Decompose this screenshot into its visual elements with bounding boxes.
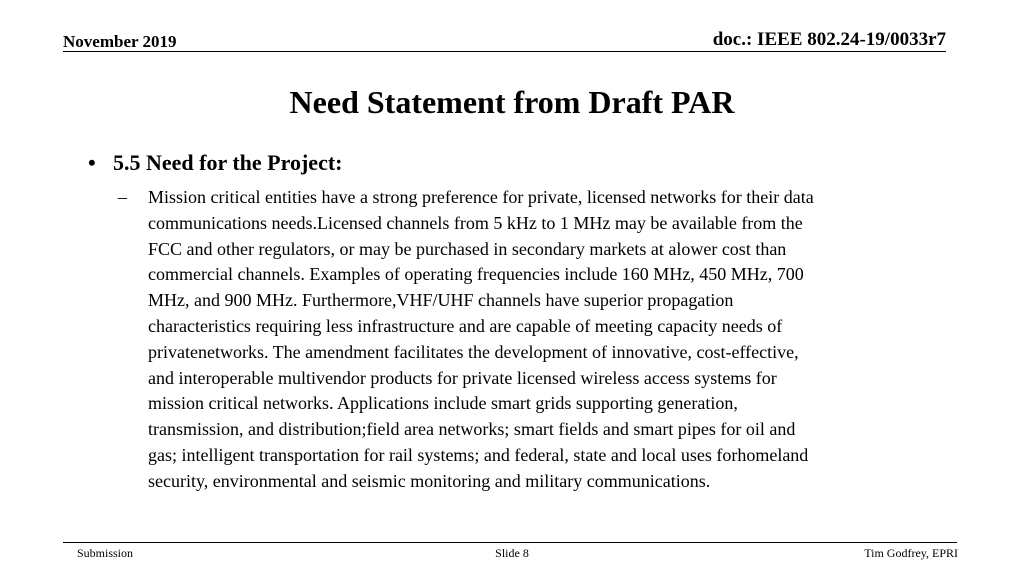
- paragraph-line: MHz, and 900 MHz. Furthermore,VHF/UHF channels have superior propagation: [148, 290, 734, 311]
- paragraph-line: FCC and other regulators, or may be purchased in secondary markets at alower cost than: [148, 238, 787, 259]
- header-date: November 2019: [63, 32, 177, 51]
- footer-rule: [63, 542, 957, 543]
- paragraph-line: security, environmental and seismic monitoring and military communications.: [148, 470, 711, 491]
- paragraph-line: transmission, and distribution;field area networks; smart fields and smart pipes for oil and: [148, 419, 796, 440]
- footer-author: Tim Godfrey, EPRI: [864, 546, 958, 560]
- paragraph-line: commercial channels. Examples of operating frequencies include 160 MHz, 450 MHz, 700: [148, 264, 804, 285]
- bullet-marker: •: [88, 150, 96, 175]
- paragraph-line: gas; intelligent transportation for rail systems; and federal, state and local uses forhomeland: [148, 444, 809, 465]
- paragraph-line: characteristics requiring less infrastructure and are capable of meeting capacity needs of: [148, 315, 783, 336]
- sub-bullet-paragraph: [148, 185, 948, 495]
- paragraph-line: Mission critical entities have a strong preference for private, licensed networks for their data: [148, 187, 814, 207]
- paragraph-line: privatenetworks. The amendment facilitates the development of innovative, cost-effective,: [148, 341, 799, 362]
- header-doc-id: doc.: IEEE 802.24-19/0033r7: [712, 29, 946, 50]
- sub-bullet-marker: –: [118, 187, 127, 207]
- paragraph-line: mission critical networks. Applications include smart grids supporting generation,: [148, 393, 738, 414]
- bullet-heading: 5.5 Need for the Project:: [113, 150, 343, 175]
- paragraph-line: and interoperable multivendor products for private licensed wireless access systems for: [148, 367, 777, 388]
- header-rule: [63, 51, 946, 52]
- slide-title: Need Statement from Draft PAR: [289, 84, 735, 120]
- paragraph-line: communications needs.Licensed channels from 5 kHz to 1 MHz may be available from the: [148, 212, 803, 233]
- bullet-heading-row: [88, 149, 948, 177]
- footer-slide-number: Slide 8: [495, 546, 529, 560]
- footer-submission: Submission: [77, 546, 134, 560]
